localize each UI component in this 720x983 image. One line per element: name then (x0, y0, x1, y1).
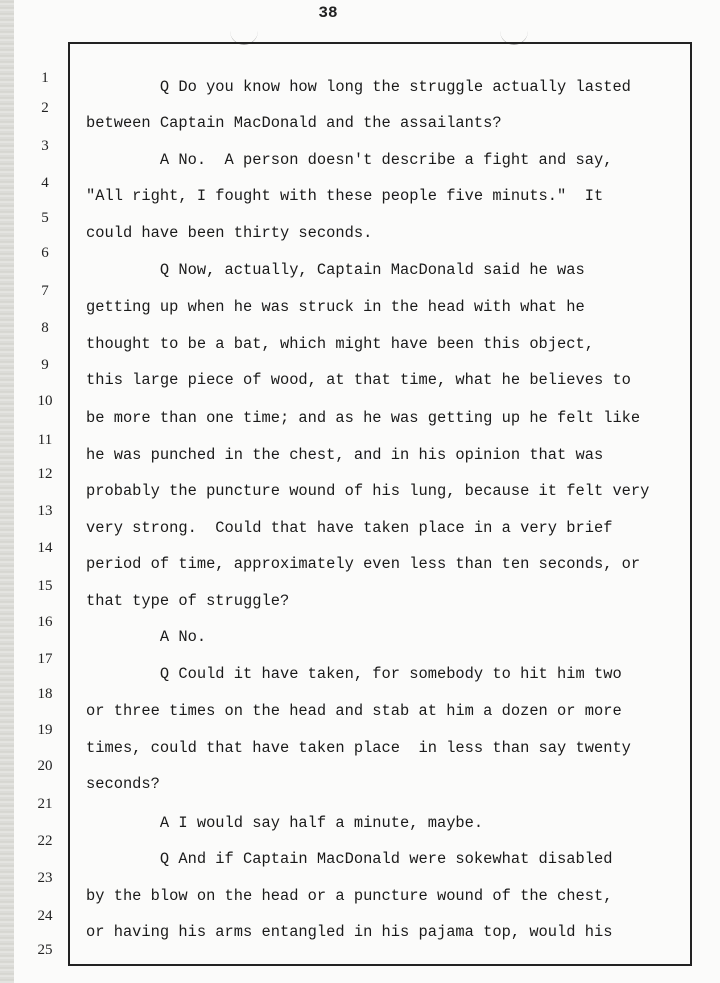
line-number: 9 (41, 357, 49, 373)
line-number: 6 (41, 245, 49, 261)
transcript-line: Q Could it have taken, for somebody to hit him two (86, 665, 622, 683)
transcript-line: Q Do you know how long the struggle actually lasted (86, 78, 631, 96)
transcript-line: by the blow on the head or a puncture wound of the chest, (86, 887, 613, 905)
transcript-line: probably the puncture wound of his lung, because it felt very (86, 482, 650, 500)
line-number: 23 (37, 870, 53, 886)
line-number: 1 (41, 70, 49, 86)
scan-edge (0, 0, 14, 983)
line-number: 8 (41, 320, 49, 336)
transcript-line: between Captain MacDonald and the assailants? (86, 114, 502, 132)
line-number: 4 (41, 175, 49, 191)
transcript-line: or having his arms entangled in his pajama top, would his (86, 923, 613, 941)
line-number: 25 (37, 942, 53, 958)
transcript-line: A No. A person doesn't describe a fight and say, (86, 151, 613, 169)
transcript-line: Q And if Captain MacDonald were sokewhat disabled (86, 850, 613, 868)
transcript-line: "All right, I fought with these people five minuts." It (86, 187, 604, 205)
line-number: 11 (37, 432, 53, 448)
page-number: 38 (318, 4, 338, 22)
line-number: 14 (37, 540, 53, 556)
transcript-line: he was punched in the chest, and in his opinion that was (86, 446, 604, 464)
line-number: 21 (37, 796, 53, 812)
transcript-line: be more than one time; and as he was getting up he felt like (86, 409, 641, 427)
line-number: 12 (37, 466, 53, 482)
line-number: 19 (37, 722, 53, 738)
transcript-line: very strong. Could that have taken place in a very brief (86, 519, 613, 537)
transcript-line: thought to be a bat, which might have been this object, (86, 335, 594, 353)
line-number: 16 (37, 614, 53, 630)
transcript-line: A I would say half a minute, maybe. (86, 814, 484, 832)
transcript-line: seconds? (86, 775, 160, 793)
line-number: 22 (37, 833, 53, 849)
line-number: 10 (37, 393, 53, 409)
transcript-line: Q Now, actually, Captain MacDonald said he was (86, 261, 585, 279)
line-number: 20 (37, 758, 53, 774)
transcript-line: that type of struggle? (86, 592, 290, 610)
transcript-line: or three times on the head and stab at him a dozen or more (86, 702, 622, 720)
line-number: 18 (37, 686, 53, 702)
line-number: 17 (37, 651, 53, 667)
line-number: 24 (37, 908, 53, 924)
transcript-line: A No. (86, 628, 207, 646)
transcript-line: getting up when he was struck in the head with what he (86, 298, 585, 316)
line-number: 2 (41, 100, 49, 116)
line-number: 5 (41, 210, 49, 226)
transcript-line: this large piece of wood, at that time, what he believes to (86, 371, 631, 389)
line-number: 15 (37, 578, 53, 594)
line-number: 13 (37, 503, 53, 519)
transcript-line: could have been thirty seconds. (86, 224, 373, 242)
line-number: 7 (41, 283, 49, 299)
line-number: 3 (41, 138, 49, 154)
transcript-line: times, could that have taken place in less than say twenty (86, 739, 631, 757)
transcript-line: period of time, approximately even less than ten seconds, or (86, 555, 641, 573)
